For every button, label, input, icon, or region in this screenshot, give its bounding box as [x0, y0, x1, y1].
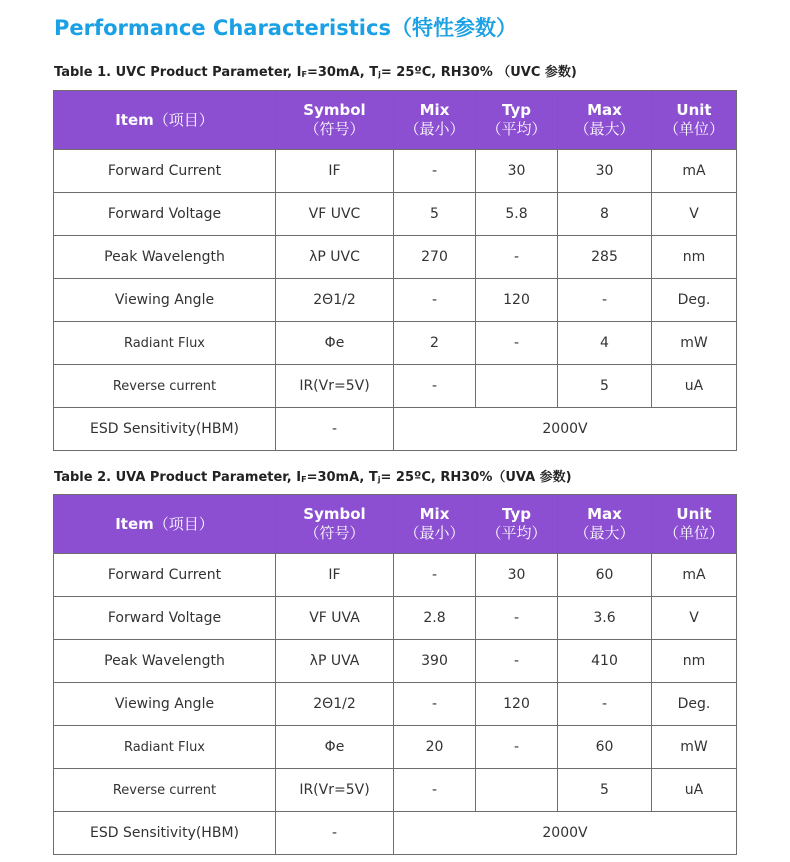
- cell-symbol: VF UVC: [276, 193, 394, 236]
- caption-text-b: =30mA, T: [306, 470, 378, 485]
- cell-item: Radiant Flux: [54, 726, 276, 769]
- cell-item: Forward Voltage: [54, 193, 276, 236]
- cell-typ: -: [476, 597, 558, 640]
- cell-unit: mA: [652, 554, 737, 597]
- cell-symbol: -: [276, 408, 394, 451]
- table-row: [54, 597, 737, 640]
- cell-typ: 120: [476, 279, 558, 322]
- cell-min: -: [394, 683, 476, 726]
- cell-max: 4: [558, 322, 652, 365]
- cell-unit: mW: [652, 322, 737, 365]
- cell-item: Forward Voltage: [54, 597, 276, 640]
- cell-max: 3.6: [558, 597, 652, 640]
- caption-text-c: = 25ºC, RH30%（UVA 参数): [380, 470, 572, 485]
- cell-min: 2: [394, 322, 476, 365]
- table-row: [54, 640, 737, 683]
- cell-max: 285: [558, 236, 652, 279]
- cell-typ: [476, 365, 558, 408]
- cell-symbol: -: [276, 812, 394, 855]
- cell-esd-value: 2000V: [394, 812, 737, 855]
- cell-symbol: Φe: [276, 322, 394, 365]
- cell-min: 270: [394, 236, 476, 279]
- cell-max: 60: [558, 554, 652, 597]
- table-row: [54, 365, 737, 408]
- cell-min: -: [394, 554, 476, 597]
- cell-unit: mA: [652, 150, 737, 193]
- cell-item: ESD Sensitivity(HBM): [54, 812, 276, 855]
- cell-esd-value: 2000V: [394, 408, 737, 451]
- header-item: Item（项目）: [54, 91, 276, 150]
- table-row-esd: [54, 812, 737, 855]
- cell-symbol: λP UVA: [276, 640, 394, 683]
- uvc-parameter-table: [53, 90, 737, 451]
- cell-min: 20: [394, 726, 476, 769]
- table-row: [54, 193, 737, 236]
- caption-subscript-f: F: [301, 475, 307, 484]
- cell-item: Forward Current: [54, 554, 276, 597]
- cell-typ: -: [476, 640, 558, 683]
- cell-min: 390: [394, 640, 476, 683]
- header-item: Item（项目）: [54, 495, 276, 554]
- cell-max: -: [558, 279, 652, 322]
- table-row: [54, 554, 737, 597]
- cell-max: 30: [558, 150, 652, 193]
- header-unit: Unit （单位）: [652, 91, 737, 150]
- cell-typ: 5.8: [476, 193, 558, 236]
- table-row: [54, 236, 737, 279]
- header-symbol: Symbol（符号）: [276, 91, 394, 150]
- table-header-row: [54, 495, 737, 554]
- table-row: [54, 726, 737, 769]
- header-unit: Unit （单位）: [652, 495, 737, 554]
- cell-symbol: VF UVA: [276, 597, 394, 640]
- cell-max: 410: [558, 640, 652, 683]
- table-row: [54, 683, 737, 726]
- cell-unit: V: [652, 193, 737, 236]
- cell-item: Peak Wavelength: [54, 236, 276, 279]
- table-2-caption: [54, 466, 572, 485]
- cell-item: Peak Wavelength: [54, 640, 276, 683]
- header-max: Max （最大）: [558, 495, 652, 554]
- caption-text-c: = 25ºC, RH30% （UVC 参数): [380, 65, 577, 80]
- caption-text-b: =30mA, T: [306, 65, 379, 80]
- cell-typ: -: [476, 726, 558, 769]
- cell-symbol: IR(Vr=5V): [276, 769, 394, 812]
- cell-symbol: IR(Vr=5V): [276, 365, 394, 408]
- cell-max: -: [558, 683, 652, 726]
- cell-typ: -: [476, 236, 558, 279]
- header-max: Max （最大）: [558, 91, 652, 150]
- cell-symbol: Φe: [276, 726, 394, 769]
- cell-item: Reverse current: [54, 365, 276, 408]
- cell-max: 8: [558, 193, 652, 236]
- table-1-caption: [54, 61, 577, 80]
- table-row-esd: [54, 408, 737, 451]
- cell-unit: Deg.: [652, 279, 737, 322]
- header-typ: Typ （平均）: [476, 91, 558, 150]
- table-row: [54, 279, 737, 322]
- table-row: [54, 769, 737, 812]
- cell-item: ESD Sensitivity(HBM): [54, 408, 276, 451]
- caption-text-a: Table 1. UVC Product Parameter, I: [54, 65, 302, 80]
- cell-unit: uA: [652, 365, 737, 408]
- cell-item: Forward Current: [54, 150, 276, 193]
- table-header-row: [54, 91, 737, 150]
- header-symbol: Symbol（符号）: [276, 495, 394, 554]
- uva-parameter-table: [53, 494, 737, 855]
- cell-item: Radiant Flux: [54, 322, 276, 365]
- cell-min: -: [394, 150, 476, 193]
- cell-typ: 120: [476, 683, 558, 726]
- caption-subscript-f: F: [301, 70, 307, 79]
- cell-typ: 30: [476, 150, 558, 193]
- table-row: [54, 150, 737, 193]
- cell-item: Viewing Angle: [54, 683, 276, 726]
- cell-item: Viewing Angle: [54, 279, 276, 322]
- cell-typ: -: [476, 322, 558, 365]
- table-row: [54, 322, 737, 365]
- cell-typ: 30: [476, 554, 558, 597]
- caption-text-a: Table 2. UVA Product Parameter, I: [54, 470, 302, 485]
- caption-subscript-j: j: [377, 475, 381, 484]
- cell-unit: uA: [652, 769, 737, 812]
- cell-unit: nm: [652, 640, 737, 683]
- cell-symbol: λP UVC: [276, 236, 394, 279]
- cell-min: -: [394, 279, 476, 322]
- cell-unit: nm: [652, 236, 737, 279]
- cell-unit: mW: [652, 726, 737, 769]
- cell-min: 2.8: [394, 597, 476, 640]
- caption-subscript-j: j: [378, 70, 381, 79]
- cell-min: -: [394, 365, 476, 408]
- cell-item: Reverse current: [54, 769, 276, 812]
- cell-max: 5: [558, 769, 652, 812]
- header-min: Mix （最小）: [394, 495, 476, 554]
- cell-unit: Deg.: [652, 683, 737, 726]
- header-min: Mix （最小）: [394, 91, 476, 150]
- cell-min: -: [394, 769, 476, 812]
- page-title: Performance Characteristics（特性参数）: [54, 16, 517, 40]
- cell-unit: V: [652, 597, 737, 640]
- cell-symbol: 2Θ1/2: [276, 279, 394, 322]
- cell-min: 5: [394, 193, 476, 236]
- cell-symbol: 2Θ1/2: [276, 683, 394, 726]
- header-typ: Typ （平均）: [476, 495, 558, 554]
- cell-typ: [476, 769, 558, 812]
- cell-symbol: IF: [276, 554, 394, 597]
- cell-max: 60: [558, 726, 652, 769]
- cell-symbol: IF: [276, 150, 394, 193]
- cell-max: 5: [558, 365, 652, 408]
